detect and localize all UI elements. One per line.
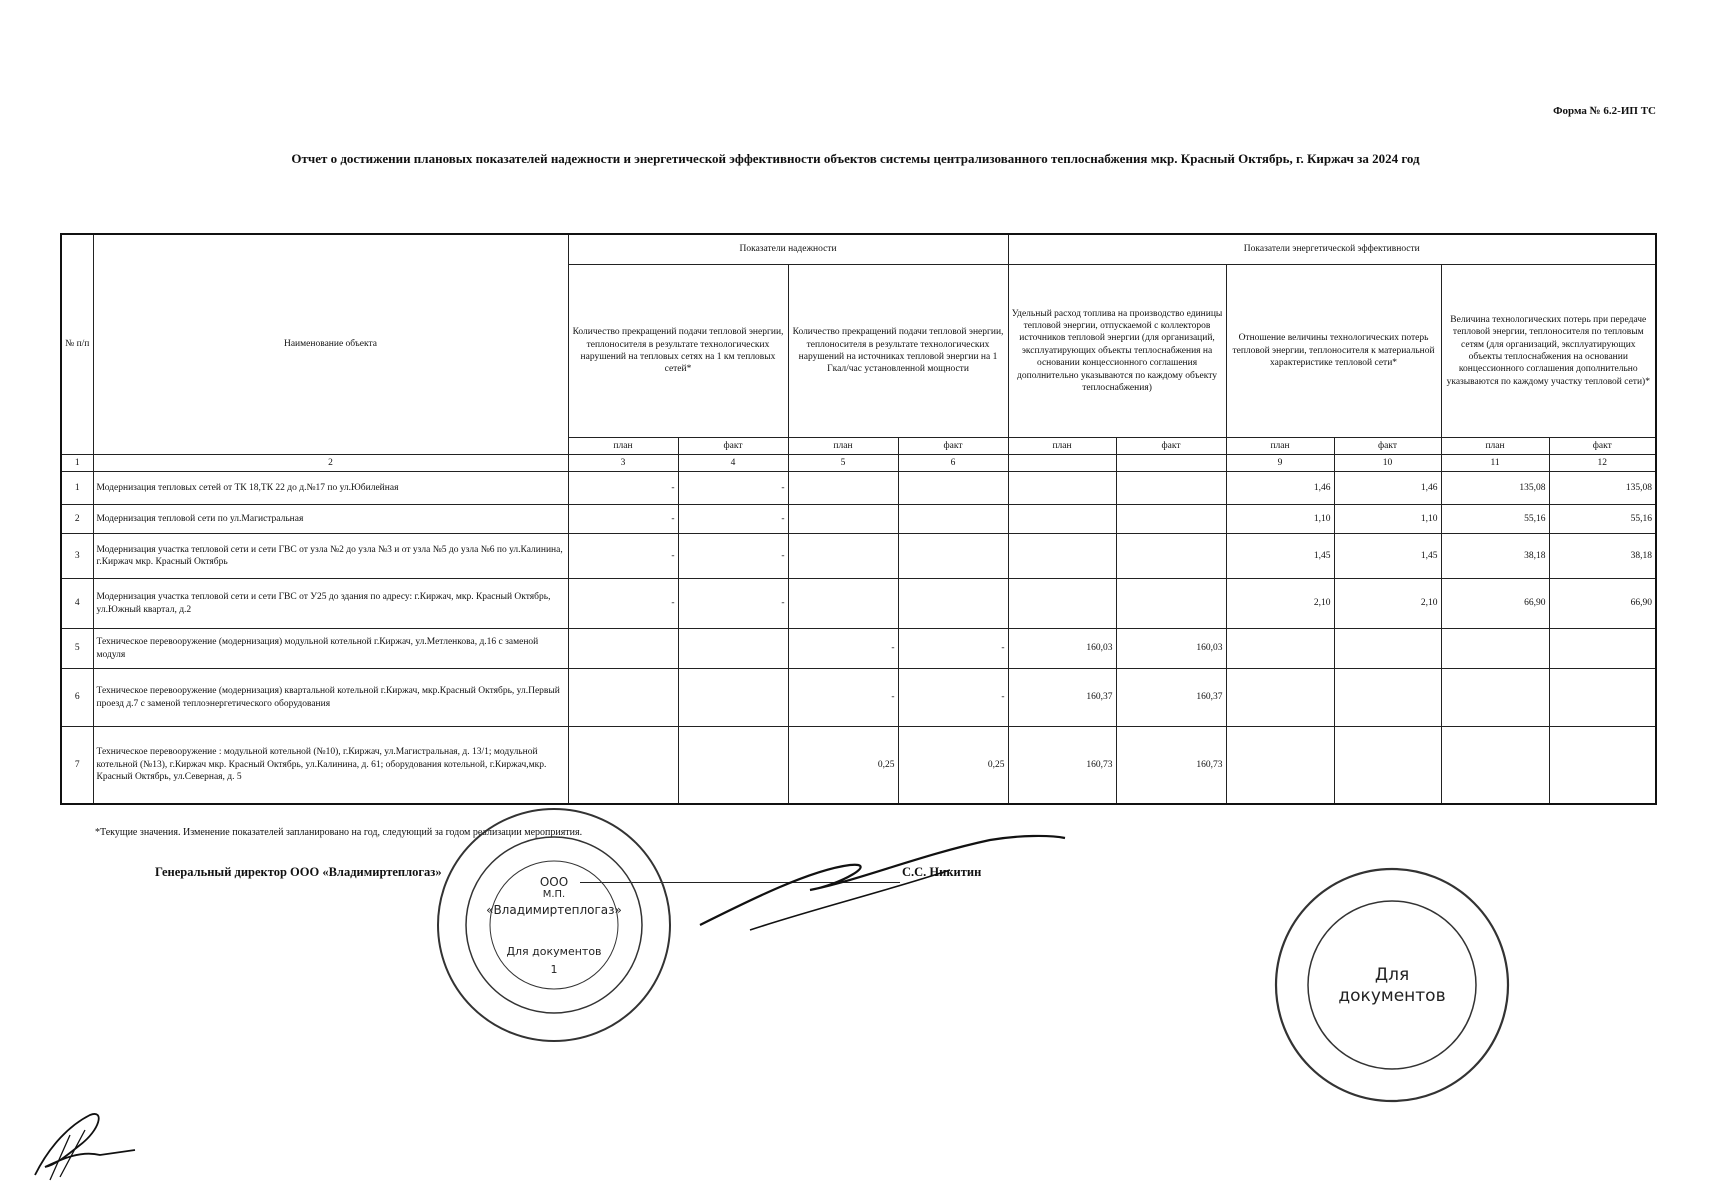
stamp-mp: М.П. <box>542 889 566 900</box>
value-cell: - <box>568 472 678 505</box>
value-cell <box>678 629 788 669</box>
company-stamp <box>434 805 674 1045</box>
row-number: 5 <box>61 629 93 669</box>
value-cell <box>1441 629 1549 669</box>
signer-name: С.С. Никитин <box>902 865 982 879</box>
value-cell: - <box>568 505 678 534</box>
value-cell <box>1334 629 1441 669</box>
value-cell <box>788 579 898 629</box>
table-row <box>61 579 1656 629</box>
value-cell <box>898 505 1008 534</box>
fact-header: факт <box>898 438 1008 455</box>
value-cell <box>788 472 898 505</box>
stamp-number: 1 <box>550 963 558 976</box>
table-row <box>61 669 1656 727</box>
value-cell: 1,10 <box>1334 505 1441 534</box>
fact-header: факт <box>678 438 788 455</box>
stamp-org: ООО <box>539 875 569 889</box>
column-number: 11 <box>1441 455 1549 472</box>
row-number: 4 <box>61 579 93 629</box>
value-cell <box>678 727 788 805</box>
object-name: Модернизация тепловых сетей от ТК 18,ТК 22 до д.№17 по ул.Юбилейная <box>93 472 568 505</box>
plan-header: план <box>1008 438 1116 455</box>
value-cell: 1,10 <box>1226 505 1334 534</box>
value-cell: - <box>788 629 898 669</box>
column-number: 9 <box>1226 455 1334 472</box>
table-row <box>61 629 1656 669</box>
row-number: 2 <box>61 505 93 534</box>
column-number: 5 <box>788 455 898 472</box>
value-cell: 160,73 <box>1008 727 1116 805</box>
value-cell <box>1116 534 1226 579</box>
column-number: 3 <box>568 455 678 472</box>
header-fuel-consumption: Удельный расход топлива на производство единицы тепловой энергии, отпускаемой с коллекторов источников тепловой энергии (для организаций, эксплуатирующих объекты теплоснабжения на основании концессионного соглашения дополнительно указываются по каждому объекту теплоснабжения) <box>1008 265 1226 438</box>
value-cell: 1,46 <box>1226 472 1334 505</box>
column-number: 12 <box>1549 455 1656 472</box>
value-cell <box>1008 534 1116 579</box>
header-no: № п/п <box>61 234 93 455</box>
row-number: 7 <box>61 727 93 805</box>
object-name: Техническое перевооружение : модульной котельной (№10), г.Киржач, ул.Магистральная, д. 13/1; модульной котельной (№13), г.Киржач мкр. Красный Октябрь, ул.Калинина, д. 61; оборудования котельной, г.Киржач,мкр. Красный Октябрь, ул.Северная, д. 5 <box>93 727 568 805</box>
header-efficiency: Показатели энергетической эффективности <box>1008 234 1656 265</box>
value-cell <box>898 472 1008 505</box>
value-cell: 66,90 <box>1441 579 1549 629</box>
stamp-purpose: Для документов <box>506 945 602 958</box>
table-row <box>61 727 1656 805</box>
value-cell <box>1008 579 1116 629</box>
value-cell: - <box>898 629 1008 669</box>
value-cell: 1,46 <box>1334 472 1441 505</box>
ministry-stamp <box>1272 865 1512 1105</box>
value-cell: - <box>568 579 678 629</box>
form-number: Форма № 6.2-ИП ТС <box>1553 105 1656 117</box>
value-cell: 1,45 <box>1334 534 1441 579</box>
header-source-interruptions: Количество прекращений подачи тепловой энергии, теплоносителя в результате технологических нарушений на источниках тепловой энергии на 1 Гкал/час установленной мощности <box>788 265 1008 438</box>
row-number: 3 <box>61 534 93 579</box>
value-cell: - <box>678 534 788 579</box>
header-loss-ratio: Отношение величины технологических потерь тепловой энергии, теплоносителя к материальной характеристике тепловой сети* <box>1226 265 1441 438</box>
report-table <box>60 233 1657 805</box>
value-cell <box>1549 727 1656 805</box>
value-cell <box>1441 669 1549 727</box>
table-row <box>61 534 1656 579</box>
value-cell: 160,37 <box>1116 669 1226 727</box>
value-cell <box>678 669 788 727</box>
value-cell <box>1549 629 1656 669</box>
fact-header: факт <box>1116 438 1226 455</box>
value-cell: 160,03 <box>1008 629 1116 669</box>
plan-header: план <box>1226 438 1334 455</box>
value-cell <box>898 534 1008 579</box>
column-number: 6 <box>898 455 1008 472</box>
column-number: 2 <box>93 455 568 472</box>
footnote: *Текущие значения. Изменение показателей запланировано на год, следующий за годом реализации мероприятия. <box>95 827 583 838</box>
fact-header: факт <box>1334 438 1441 455</box>
value-cell: 0,25 <box>788 727 898 805</box>
row-number: 1 <box>61 472 93 505</box>
value-cell: 135,08 <box>1549 472 1656 505</box>
value-cell: 2,10 <box>1334 579 1441 629</box>
object-name: Техническое перевооружение (модернизация) квартальной котельной г.Киржач, мкр.Красный Октябрь, ул.Первый проезд д.7 с заменой теплоэнергетического оборудования <box>93 669 568 727</box>
object-name: Модернизация тепловой сети по ул.Магистральная <box>93 505 568 534</box>
value-cell: 1,45 <box>1226 534 1334 579</box>
value-cell: - <box>678 579 788 629</box>
value-cell: 38,18 <box>1441 534 1549 579</box>
value-cell <box>568 727 678 805</box>
header-loss-value: Величина технологических потерь при передаче тепловой энергии, теплоносителя по тепловым сетям (для организаций, эксплуатирующих объекты теплоснабжения на основании концессионного соглашения дополнительно указываются по каждому участку тепловой сети)* <box>1441 265 1656 438</box>
table-row <box>61 472 1656 505</box>
value-cell: 160,37 <box>1008 669 1116 727</box>
value-cell <box>1441 727 1549 805</box>
value-cell <box>1549 669 1656 727</box>
director-signature <box>690 830 1070 940</box>
header-network-interruptions: Количество прекращений подачи тепловой энергии, теплоносителя в результате технологических нарушений на тепловых сетях на 1 км тепловых сетей* <box>568 265 788 438</box>
plan-header: план <box>1441 438 1549 455</box>
value-cell: - <box>678 505 788 534</box>
value-cell <box>1226 669 1334 727</box>
value-cell <box>1116 505 1226 534</box>
value-cell <box>568 629 678 669</box>
object-name: Модернизация участка тепловой сети и сети ГВС от узла №2 до узла №3 и от узла №5 до узла №6 по ул.Калинина, г.Киржач мкр. Красный Октябрь <box>93 534 568 579</box>
value-cell <box>1008 472 1116 505</box>
value-cell: - <box>678 472 788 505</box>
value-cell: 160,73 <box>1116 727 1226 805</box>
column-number: 4 <box>678 455 788 472</box>
table-row <box>61 505 1656 534</box>
column-number: 1 <box>61 455 93 472</box>
value-cell <box>1334 669 1441 727</box>
stamp-company-name: «Владимиртеплогаз» <box>486 903 622 917</box>
value-cell <box>1116 579 1226 629</box>
value-cell: - <box>788 669 898 727</box>
value-cell: 55,16 <box>1549 505 1656 534</box>
plan-header: план <box>568 438 678 455</box>
value-cell: 38,18 <box>1549 534 1656 579</box>
value-cell: 66,90 <box>1549 579 1656 629</box>
value-cell: 55,16 <box>1441 505 1549 534</box>
value-cell <box>898 579 1008 629</box>
value-cell <box>1334 727 1441 805</box>
value-cell <box>568 669 678 727</box>
value-cell: 135,08 <box>1441 472 1549 505</box>
signer-position: Генеральный директор ООО «Владимиртеплогаз» <box>155 865 442 879</box>
column-number <box>1116 455 1226 472</box>
value-cell: 0,25 <box>898 727 1008 805</box>
row-number: 6 <box>61 669 93 727</box>
value-cell <box>1116 472 1226 505</box>
header-name: Наименование объекта <box>93 234 568 455</box>
fact-header: факт <box>1549 438 1656 455</box>
initials-signature <box>30 1105 140 1185</box>
value-cell: - <box>898 669 1008 727</box>
header-reliability: Показатели надежности <box>568 234 1008 265</box>
value-cell <box>1008 505 1116 534</box>
plan-header: план <box>788 438 898 455</box>
column-number <box>1008 455 1116 472</box>
report-title: Отчет о достижении плановых показателей надежности и энергетической эффективности объектов системы централизованного теплоснабжения мкр. Красный Октябрь, г. Киржач за 2024 год <box>291 151 1420 166</box>
value-cell <box>1226 629 1334 669</box>
ministry-stamp-purpose: Для документов <box>1338 965 1446 1007</box>
value-cell: 160,03 <box>1116 629 1226 669</box>
object-name: Модернизация участка тепловой сети и сети ГВС от У25 до здания по адресу: г.Киржач, мкр. Красный Октябрь, ул.Южный квартал, д.2 <box>93 579 568 629</box>
value-cell <box>1226 727 1334 805</box>
column-number: 10 <box>1334 455 1441 472</box>
object-name: Техническое перевооружение (модернизация) модульной котельной г.Киржач, ул.Метленкова, д.16 с заменой модуля <box>93 629 568 669</box>
value-cell <box>788 534 898 579</box>
value-cell: 2,10 <box>1226 579 1334 629</box>
value-cell <box>788 505 898 534</box>
value-cell: - <box>568 534 678 579</box>
